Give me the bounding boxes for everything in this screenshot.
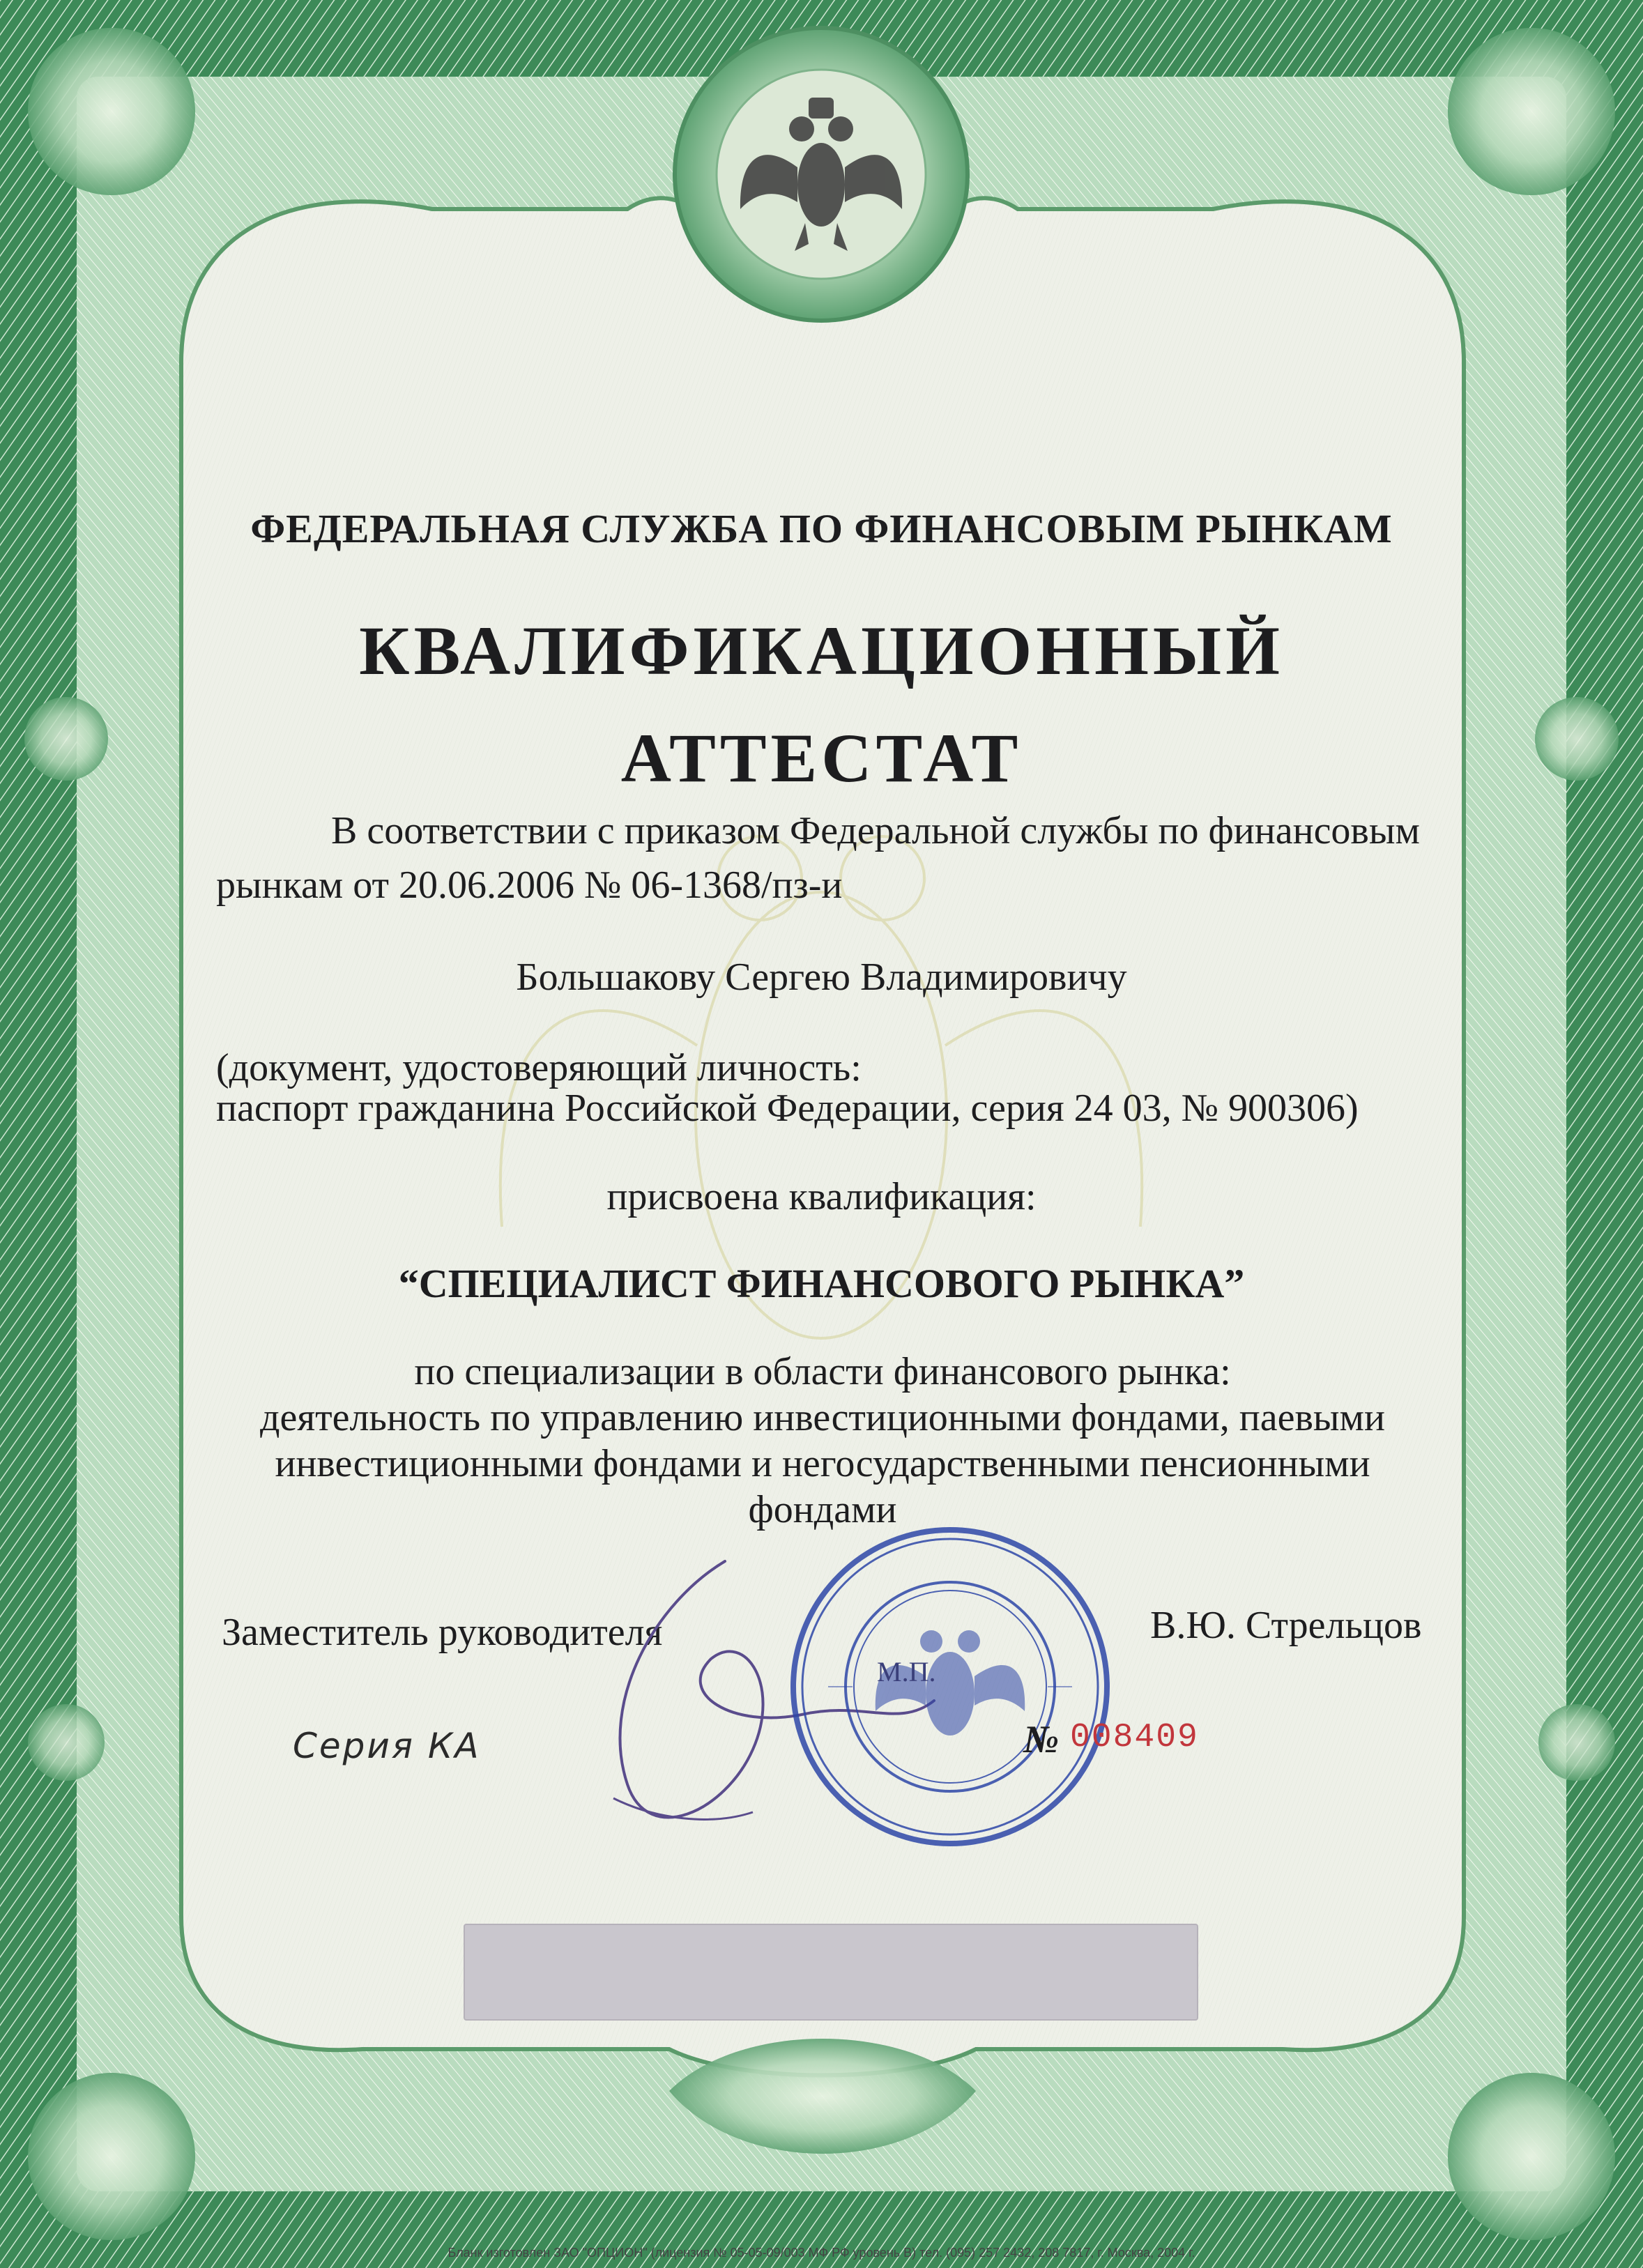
- number-sign: №: [1023, 1718, 1060, 1761]
- specialization-line1: по специализации в области финансового рынка:: [414, 1350, 1231, 1393]
- id-document-line2: паспорт гражданина Российской Федерации, серия 24 03, № 900306): [216, 1087, 1359, 1130]
- qualification-title: “СПЕЦИАЛИСТ ФИНАНСОВОГО РЫНКА”: [398, 1261, 1245, 1306]
- form-number: 008409: [1070, 1719, 1199, 1756]
- specialization-block: [209, 1349, 1436, 1533]
- official-seal-stamp: [786, 1523, 1114, 1851]
- document-title-line1: КВАЛИФИКАЦИОННЫЙ: [359, 612, 1284, 689]
- basis-line1: В соответствии с приказом Федеральной службы по финансовым: [331, 809, 1420, 852]
- printer-footnote: Бланк изготовлен ЗАО "ОПЦИОН" (лицензия № 05-05-09/003 МФ РФ уровень В) тел. (095) 257 2432, 208 7817, г. Москва, 2004 г.: [448, 2246, 1195, 2260]
- basis-line2: рынкам от 20.06.2006 № 06-1368/пз-и: [216, 864, 843, 907]
- specialization-line4: фондами: [748, 1488, 897, 1531]
- signer-name: В.Ю. Стрельцов: [1150, 1604, 1422, 1647]
- assigned-label: присвоена квалификация:: [606, 1175, 1037, 1218]
- document-title-line2: АТТЕСТАТ: [620, 719, 1023, 797]
- seal-place-mark: М.П.: [877, 1656, 936, 1687]
- blank-field-box: [464, 1924, 1198, 2021]
- agency-name: ФЕДЕРАЛЬНАЯ СЛУЖБА ПО ФИНАНСОВЫМ РЫНКАМ: [250, 506, 1393, 551]
- specialization-line3: инвестиционными фондами и негосударственными пенсионными: [275, 1442, 1370, 1485]
- signer-position: Заместитель руководителя: [222, 1611, 663, 1654]
- form-series: Серия КА: [293, 1726, 481, 1766]
- specialization-line2: деятельность по управлению инвестиционными фондами, паевыми: [260, 1396, 1385, 1439]
- holder-name: Большакову Сергею Владимировичу: [516, 956, 1127, 999]
- id-document-line1: (документ, удостоверяющий личность:: [216, 1046, 862, 1089]
